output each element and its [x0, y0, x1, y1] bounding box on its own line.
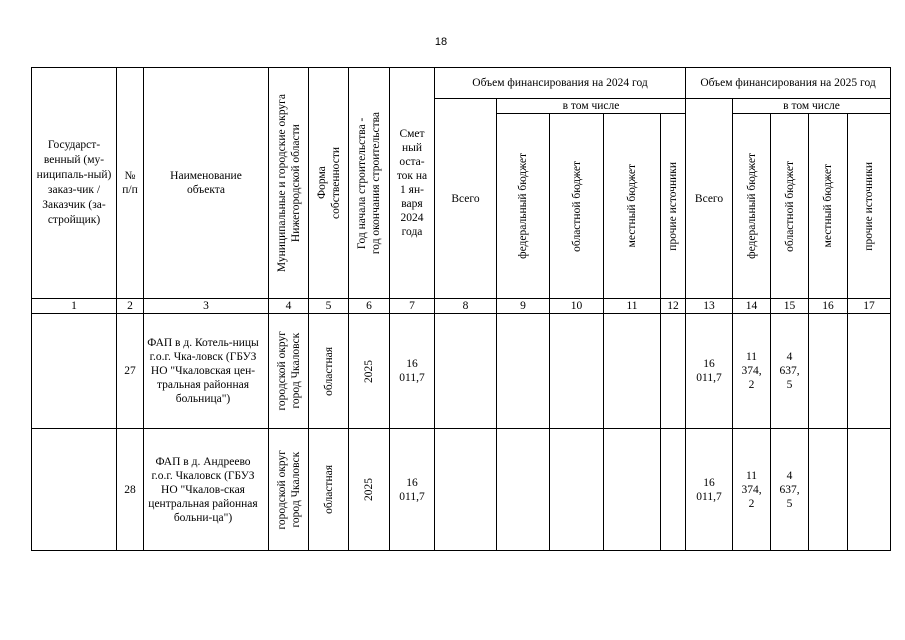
cell-total-2024 [435, 429, 497, 551]
cell-other-2025 [848, 429, 891, 551]
cell-object: ФАП в д. Андреево г.о.г. Чкаловск (ГБУЗ НО "Чкалов-ская центральная районная больни-ца") [144, 429, 269, 551]
cell-object: ФАП в д. Котель-ницы г.о.г. Чка-ловск (ГБУЗ НО "Чкаловская цен-тральная районная больница") [144, 314, 269, 429]
header-object-name: Наименование объекта [144, 68, 269, 299]
cell-municipality: городской округ город Чкаловск [269, 314, 309, 429]
header-local-2025: местный бюджет [809, 114, 848, 299]
column-number: 4 [269, 299, 309, 314]
cell-federal-2024 [497, 429, 550, 551]
cell-local-2024 [604, 314, 661, 429]
header-total-2024: Всего [435, 99, 497, 299]
header-total-2025: Всего [686, 99, 733, 299]
cell-total-2025: 16 011,7 [686, 429, 733, 551]
header-federal-2025: федеральный бюджет [733, 114, 771, 299]
cell-local-2024 [604, 429, 661, 551]
header-local-2024: местный бюджет [604, 114, 661, 299]
cell-other-2025 [848, 314, 891, 429]
cell-other-2024 [661, 429, 686, 551]
column-number: 8 [435, 299, 497, 314]
header-municipality: Муниципальные и городские округа Нижегородской области [269, 68, 309, 299]
cell-ownership: областная [309, 429, 349, 551]
cell-regional-2024 [550, 314, 604, 429]
column-number: 10 [550, 299, 604, 314]
column-number: 3 [144, 299, 269, 314]
cell-ownership: областная [309, 314, 349, 429]
cell-regional-2025: 4 637, 5 [771, 314, 809, 429]
cell-local-2025 [809, 314, 848, 429]
cell-local-2025 [809, 429, 848, 551]
column-number: 6 [349, 299, 390, 314]
cell-estimate: 16 011,7 [390, 429, 435, 551]
cell-estimate: 16 011,7 [390, 314, 435, 429]
cell-municipality: городской округ город Чкаловск [269, 429, 309, 551]
table-row [32, 314, 891, 429]
cell-num: 28 [117, 429, 144, 551]
cell-num: 27 [117, 314, 144, 429]
header-including-2025: в том числе [733, 99, 891, 114]
column-number: 1 [32, 299, 117, 314]
header-num: № п/п [117, 68, 144, 299]
column-numbers-row [32, 299, 891, 314]
cell-federal-2024 [497, 314, 550, 429]
cell-total-2024 [435, 314, 497, 429]
header-regional-2025: областной бюджет [771, 114, 809, 299]
header-customer: Государст-венный (му-ниципаль-ный) заказ-чик / Заказчик (за-стройщик) [32, 68, 117, 299]
investment-table [31, 67, 891, 551]
cell-regional-2025: 4 637, 5 [771, 429, 809, 551]
header-ownership: Форма собственности [309, 68, 349, 299]
column-number: 13 [686, 299, 733, 314]
cell-federal-2025: 11 374, 2 [733, 314, 771, 429]
column-number: 9 [497, 299, 550, 314]
header-years: Год начала строительства - год окончания строительства [349, 68, 390, 299]
cell-years: 2025 [349, 314, 390, 429]
cell-regional-2024 [550, 429, 604, 551]
column-number: 15 [771, 299, 809, 314]
column-number: 7 [390, 299, 435, 314]
column-number: 17 [848, 299, 891, 314]
header-federal-2024: федеральный бюджет [497, 114, 550, 299]
column-number: 14 [733, 299, 771, 314]
header-estimate: Смет ный оста-ток на 1 ян-варя 2024 года [390, 68, 435, 299]
column-number: 16 [809, 299, 848, 314]
header-including-2024: в том числе [497, 99, 686, 114]
column-number: 12 [661, 299, 686, 314]
cell-customer [32, 314, 117, 429]
header-other-2025: прочие источники [848, 114, 891, 299]
page-number: 18 [434, 36, 448, 48]
header-other-2024: прочие источники [661, 114, 686, 299]
header-funding-2025: Объем финансирования на 2025 год [686, 68, 891, 99]
column-number: 5 [309, 299, 349, 314]
header-regional-2024: областной бюджет [550, 114, 604, 299]
column-number: 11 [604, 299, 661, 314]
column-number: 2 [117, 299, 144, 314]
cell-customer [32, 429, 117, 551]
table-row [32, 429, 891, 551]
header-row-top [32, 68, 891, 99]
cell-years: 2025 [349, 429, 390, 551]
cell-other-2024 [661, 314, 686, 429]
header-funding-2024: Объем финансирования на 2024 год [435, 68, 686, 99]
cell-federal-2025: 11 374, 2 [733, 429, 771, 551]
cell-total-2025: 16 011,7 [686, 314, 733, 429]
